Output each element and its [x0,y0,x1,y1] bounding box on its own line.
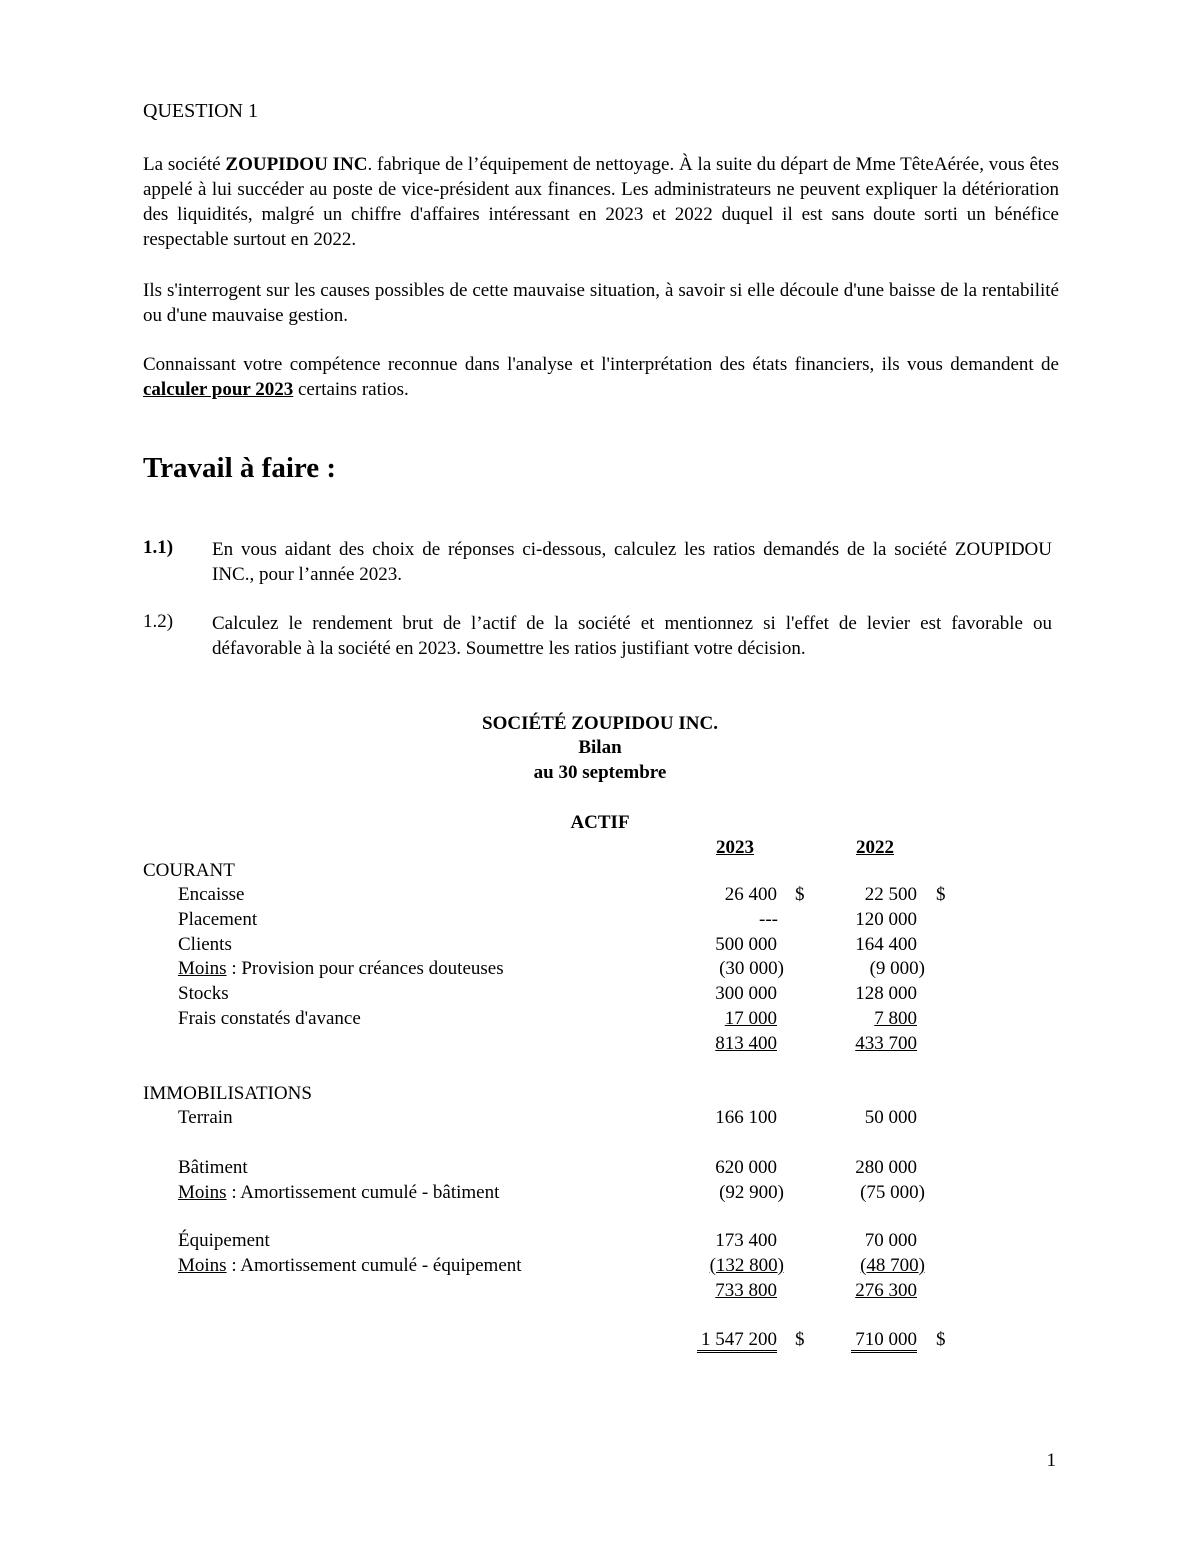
table-row [0,909,1200,934]
row-label [178,1182,499,1204]
intro-p3-start: Connaissant votre compétence reconnue dans l'analyse et l'interprétation des états financiers, ils vous demandent de [143,354,1059,375]
value-2022: (48 700) [860,1255,925,1276]
moins-label: Moins [178,1255,227,1276]
row-label: Terrain [178,1107,233,1128]
subtotal-row [0,1033,1200,1058]
value-2023: (30 000) [719,958,784,979]
table-row [0,1107,1200,1132]
value-2022: (9 000) [869,958,925,979]
fixed-total-2022: 276 300 [855,1280,917,1301]
value-2023: 500 000 [715,934,777,955]
currency-symbol: $ [795,1329,805,1350]
year-header-2023: 2023 [716,837,754,858]
task-text: Calculez le rendement brut de l’actif de la société et mentionnez si l'effet de levier est favorable ou défavorable à la société en 2023. Soumettre les ratios justifiant votre décision. [212,613,1052,659]
table-row [0,1182,1200,1207]
row-label-text: : Amortissement cumulé - équipement [226,1255,522,1276]
grand-total-2022: 710 000 [851,1330,917,1353]
value-2023: 173 400 [715,1230,777,1251]
intro-paragraph-1 [143,152,1059,252]
currency-symbol: $ [795,884,805,905]
value-2022: 164 400 [855,934,917,955]
table-row [0,934,1200,959]
value-2022: 22 500 [864,884,917,905]
row-label-text: : Amortissement cumulé - bâtiment [226,1182,500,1203]
value-2023: 620 000 [715,1157,777,1178]
intro-p1-rest: . fabrique de l’équipement de nettoyage. À la suite du départ de Mme TêteAérée, vous êtes appelé à lui succéder au poste de vice-président aux finances. Les administrateurs ne peuvent expliquer la détérioration des liquidités, malgré un chiffre d'affaires intéressant en 2023 et 2022 duquel il est sans doute sorti un bénéfice respectable surtout en 2022. [143,154,1060,250]
statement-section: ACTIF [570,812,630,833]
intro-p3-emphasis: calculer pour 2023 [143,379,294,400]
table-row [0,1157,1200,1182]
table-row [0,884,1200,909]
grand-total-2023-wrap [697,1329,777,1353]
subtotal-row [0,1280,1200,1305]
travail-heading: Travail à faire : [143,452,337,484]
moins-label: Moins [178,1182,227,1203]
row-label: Clients [178,934,232,955]
currency-symbol: $ [936,1329,946,1350]
page-number: 1 [1046,1450,1056,1471]
table-row [0,983,1200,1008]
grand-total-row [0,1329,1200,1354]
current-total-2022: 433 700 [855,1033,917,1054]
value-2022: 128 000 [855,983,917,1004]
statement-company: SOCIÉTÉ ZOUPIDOU INC. [482,713,718,734]
value-2023: 300 000 [715,983,777,1004]
current-total-2023: 813 400 [715,1033,777,1054]
row-label: Stocks [178,983,229,1004]
section-heading-row [0,860,1200,885]
row-label: Encaisse [178,884,245,905]
row-label-text: : Provision pour créances douteuses [226,958,504,979]
statement-title: Bilan [578,737,622,758]
task-number: 1.1) [143,537,174,558]
current-heading: COURANT [143,860,235,881]
value-2022: 280 000 [855,1157,917,1178]
value-2023: 166 100 [715,1107,777,1128]
task-number: 1.2) [143,611,174,632]
value-2022: 7 800 [874,1008,917,1029]
question-title: QUESTION 1 [143,100,258,122]
fixed-heading: IMMOBILISATIONS [143,1083,312,1104]
task-text: En vous aidant des choix de réponses ci-dessous, calculez les ratios demandés de la société ZOUPIDOU INC., pour l’année 2023. [212,539,1052,585]
moins-label: Moins [178,958,227,979]
value-2023: 17 000 [724,1008,777,1029]
company-name: ZOUPIDOU INC [225,154,368,175]
grand-total-2023: 1 547 200 [697,1330,777,1353]
table-row [0,1008,1200,1033]
row-label: Équipement [178,1230,270,1251]
row-label [178,1255,522,1277]
table-row [0,958,1200,983]
fixed-total-2023: 733 800 [715,1280,777,1301]
value-2023: (132 800) [709,1255,784,1276]
value-2023: 26 400 [724,884,777,905]
statement-date: au 30 septembre [533,762,667,783]
intro-p1-start: La société [143,154,226,175]
value-2022: 50 000 [864,1107,917,1128]
currency-symbol: $ [936,884,946,905]
intro-p3-end: certains ratios. [293,379,409,400]
intro-paragraph-3 [143,352,1059,402]
row-label: Bâtiment [178,1157,248,1178]
value-2023: (92 900) [719,1182,784,1203]
value-2023: --- [759,909,778,930]
intro-paragraph-2: Ils s'interrogent sur les causes possibles de cette mauvaise situation, à savoir si elle découle d'une baisse de la rentabilité ou d'une mauvaise gestion. [143,280,1059,326]
table-row [0,1230,1200,1255]
value-2022: (75 000) [860,1182,925,1203]
year-header-2022: 2022 [856,837,894,858]
table-row [0,1255,1200,1280]
grand-total-2022-wrap [851,1329,917,1353]
row-label: Frais constatés d'avance [178,1008,361,1029]
section-heading-row [0,1083,1200,1108]
value-2022: 120 000 [855,909,917,930]
value-2022: 70 000 [864,1230,917,1251]
row-label: Placement [178,909,258,930]
row-label [178,958,504,980]
